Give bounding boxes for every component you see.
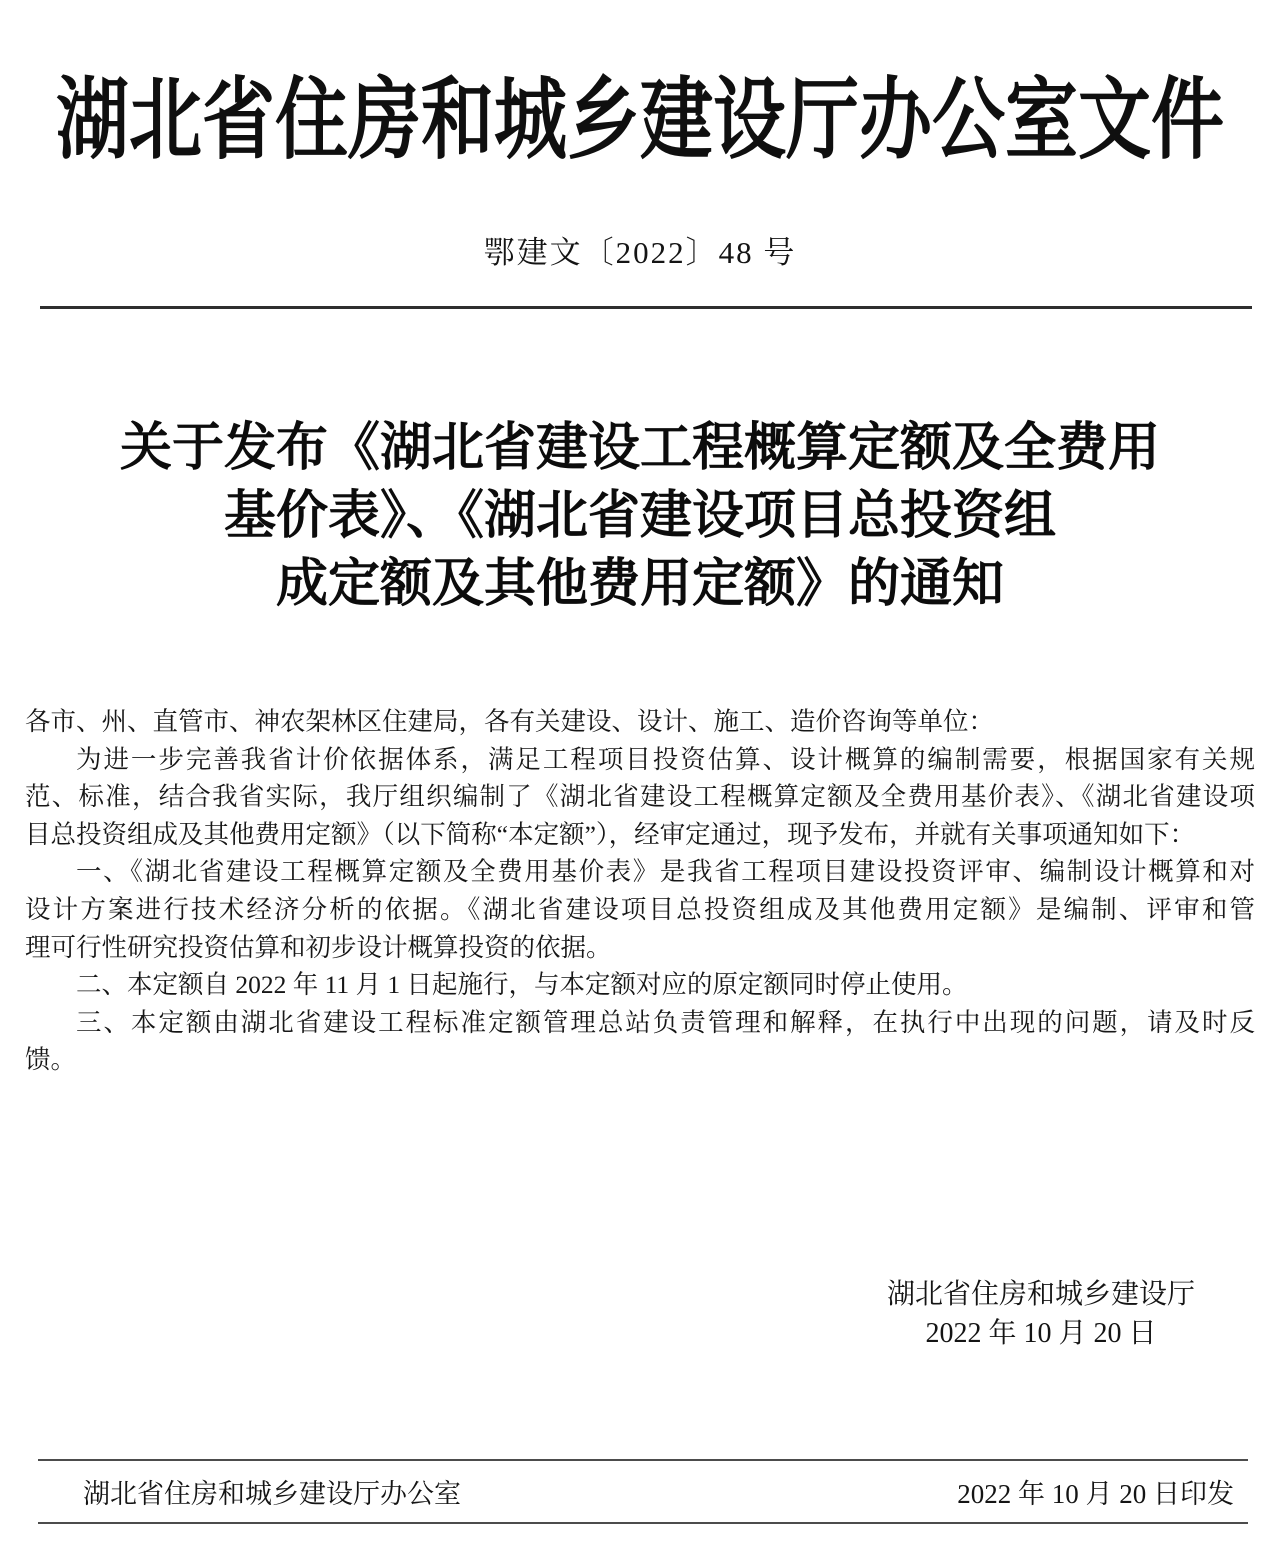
body-line: 为进一步完善我省计价依据体系，满足工程项目投资估算、设计概算的编制需要，根据国家有关规 bbox=[76, 744, 1255, 774]
notice-title-line-2: 基价表》、《湖北省建设项目总投资组 bbox=[223, 487, 1056, 545]
footer-print-date: 2022 年 10 月 20 日印发 bbox=[957, 1479, 1234, 1509]
body-line: 目总投资组成及其他费用定额》（以下简称“本定额”），经审定通过，现予发布，并就有关事项通知如下： bbox=[25, 819, 1196, 849]
signature-org: 湖北省住房和城乡建设厅 bbox=[886, 1279, 1195, 1310]
notice-title bbox=[0, 414, 1280, 618]
doc-number: 鄂建文〔2022〕48 号 bbox=[483, 235, 797, 270]
letterhead-title-text: 湖北省住房和城乡建设厅办公室文件 bbox=[56, 71, 1224, 170]
body-line: 范、标准，结合我省实际，我厅组织编制了《湖北省建设工程概算定额及全费用基价表》、《湖北省建设项 bbox=[25, 782, 1255, 812]
notice-body bbox=[25, 703, 1255, 1079]
footer-colophon bbox=[38, 1459, 1248, 1524]
body-line: 馈。 bbox=[25, 1045, 77, 1075]
body-line: 理可行性研究投资估算和初步设计概算投资的依据。 bbox=[25, 932, 612, 962]
signature-date: 2022 年 10 月 20 日 bbox=[925, 1318, 1157, 1349]
body-line: 设计方案进行技术经济分析的依据。《湖北省建设项目总投资组成及其他费用定额》是编制、评审和管 bbox=[25, 894, 1255, 924]
header-separator-rule bbox=[40, 306, 1252, 309]
body-line: 三、本定额由湖北省建设工程标准定额管理总站负责管理和解释，在执行中出现的问题，请及时反 bbox=[76, 1007, 1255, 1037]
footer-issuer: 湖北省住房和城乡建设厅办公室 bbox=[83, 1479, 461, 1509]
salutation-line: 各市、州、直管市、神农架林区住建局，各有关建设、设计、施工、造价咨询等单位： bbox=[25, 707, 995, 736]
notice-title-line-3: 成定额及其他费用定额》的通知 bbox=[275, 555, 1004, 613]
body-line: 二、本定额自 2022 年 11 月 1 日起施行，与本定额对应的原定额同时停止使用。 bbox=[76, 970, 968, 1000]
signature-block bbox=[887, 1275, 1195, 1353]
notice-title-line-1: 关于发布《湖北省建设工程概算定额及全费用 bbox=[119, 419, 1160, 477]
letterhead-title bbox=[0, 71, 1280, 170]
body-line: 一、《湖北省建设工程概算定额及全费用基价表》是我省工程项目建设投资评审、编制设计概算和对 bbox=[76, 857, 1255, 887]
